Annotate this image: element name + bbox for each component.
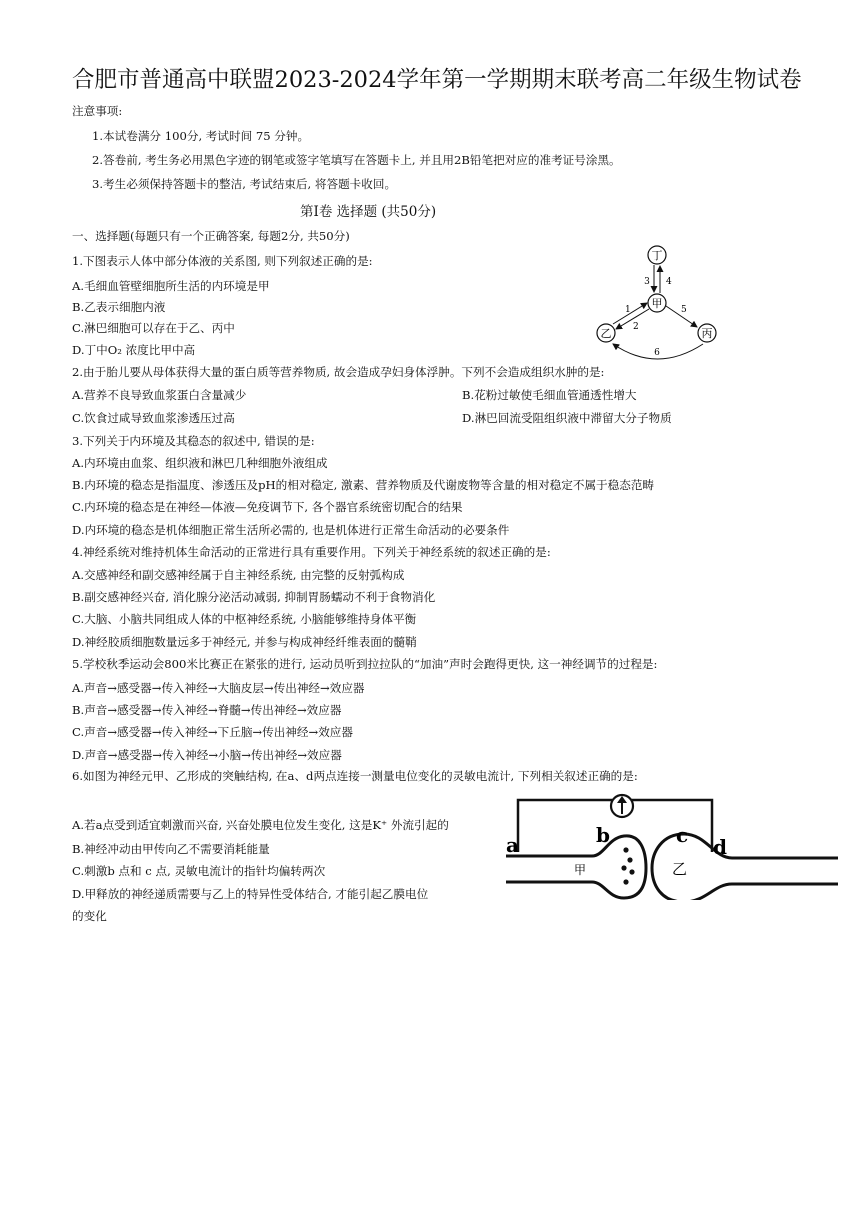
q4-option: C.大脑、小脑共同组成人体的中枢神经系统, 小脑能够维持身体平衡 [72, 612, 417, 626]
q5-option: C.声音→感受器→传入神经→下丘脑→传出神经→效应器 [72, 725, 353, 739]
q2-stem: 2.由于胎儿要从母体获得大量的蛋白质等营养物质, 故会造成孕妇身体浮肿。下列不会造成组织水肿的是: [72, 365, 605, 379]
q3-option: A.内环境由血浆、组织液和淋巴几种细胞外液组成 [72, 456, 328, 470]
arrow-label: 2 [633, 322, 639, 332]
point-label: a [506, 833, 519, 857]
notice-heading: 注意事项: [72, 104, 123, 118]
q2-option: B.花粉过敏使毛细血管通透性增大 [462, 388, 637, 402]
q6-option: C.刺激b 点和 c 点, 灵敏电流计的指针均偏转两次 [72, 864, 326, 878]
q4-option: B.副交感神经兴奋, 消化腺分泌活动减弱, 抑制胃肠蠕动不利于食物消化 [72, 590, 436, 604]
q1-option: A.毛细血管壁细胞所生活的内环境是甲 [72, 279, 270, 293]
q4-stem: 4.神经系统对维持机体生命活动的正常进行具有重要作用。下列关于神经系统的叙述正确的是: [72, 545, 551, 559]
synapse-diagram [500, 790, 840, 900]
q5-stem: 5.学校秋季运动会800米比赛正在紧张的进行, 运动员听到拉拉队的“加油”声时会跑得更快, 这一神经调节的过程是: [72, 657, 658, 671]
arrow-label: 3 [644, 277, 650, 287]
notice-item: 1.本试卷满分 100分, 考试时间 75 分钟。 [92, 129, 310, 143]
q4-option: A.交感神经和副交感神经属于自主神经系统, 由完整的反射弧构成 [72, 568, 405, 582]
q5-option: D.声音→感受器→传入神经→小脑→传出神经→效应器 [72, 748, 342, 762]
cell-label: 甲 [574, 863, 587, 877]
q5-option: B.声音→感受器→传入神经→脊髓→传出神经→效应器 [72, 703, 342, 717]
arrow-label: 5 [681, 305, 687, 315]
node-label: 乙 [600, 327, 612, 340]
arrow-label: 6 [654, 348, 660, 358]
q4-option: D.神经胶质细胞数量远多于神经元, 并参与构成神经纤维表面的髓鞘 [72, 635, 417, 649]
q6-option: A.若a点受到适宜刺激而兴奋, 兴奋处膜电位发生变化, 这是K⁺ 外流引起的 [72, 818, 449, 832]
node-label: 丙 [701, 327, 713, 340]
point-label: c [676, 823, 689, 847]
q1-option: C.淋巴细胞可以存在于乙、丙中 [72, 321, 235, 335]
cell-label: 乙 [672, 860, 688, 878]
q6-stem: 6.如图为神经元甲、乙形成的突触结构, 在a、d两点连接一测量电位变化的灵敏电流计, 下列相关叙述正确的是: [72, 769, 638, 783]
q3-option: D.内环境的稳态是机体细胞正常生活所必需的, 也是机体进行正常生命活动的必要条件 [72, 523, 510, 537]
q2-option: C.饮食过咸导致血浆渗透压过高 [72, 411, 235, 425]
node-label: 丁 [651, 249, 663, 262]
q3-option: C.内环境的稳态是在神经—体液—免疫调节下, 各个器官系统密切配合的结果 [72, 500, 463, 514]
q2-option: A.营养不良导致血浆蛋白含量减少 [72, 388, 247, 402]
q2-option: D.淋巴回流受阻组织液中滞留大分子物质 [462, 411, 672, 425]
point-label: b [596, 823, 610, 847]
exam-title: 合肥市普通高中联盟2023-2024学年第一学期期末联考高二年级生物试卷 [72, 67, 802, 93]
section-heading: 一、选择题(每题只有一个正确答案, 每题2分, 共50分) [72, 229, 350, 243]
arrow-label: 4 [666, 277, 672, 287]
notice-item: 3.考生必须保持答题卡的整洁, 考试结束后, 将答题卡收回。 [92, 177, 397, 191]
arrow-label: 1 [625, 305, 631, 315]
node-label: 甲 [651, 297, 663, 310]
q1-stem: 1.下图表示人体中部分体液的关系图, 则下列叙述正确的是: [72, 254, 373, 268]
q6-option: 的变化 [72, 909, 107, 923]
notice-item: 2.答卷前, 考生务必用黑色字迹的钢笔或签字笔填写在答题卡上, 并且用2B铅笔把对应的准考证号涂黑。 [92, 153, 621, 167]
part-heading: 第Ⅰ卷 选择题 (共50分) [300, 204, 437, 220]
q5-option: A.声音→感受器→传入神经→大脑皮层→传出神经→效应器 [72, 681, 365, 695]
point-label: d [713, 835, 727, 859]
body-fluid-diagram [585, 238, 735, 363]
q1-option: B.乙表示细胞内液 [72, 300, 166, 314]
q6-option: D.甲释放的神经递质需要与乙上的特异性受体结合, 才能引起乙膜电位 [72, 887, 429, 901]
q1-option: D.丁中O₂ 浓度比甲中高 [72, 343, 196, 357]
q3-stem: 3.下列关于内环境及其稳态的叙述中, 错误的是: [72, 434, 315, 448]
q3-option: B.内环境的稳态是指温度、渗透压及pH的相对稳定, 激素、营养物质及代谢废物等含量的相对稳定不属于稳态范畴 [72, 478, 655, 492]
q6-option: B.神经冲动由甲传向乙不需要消耗能量 [72, 842, 270, 856]
